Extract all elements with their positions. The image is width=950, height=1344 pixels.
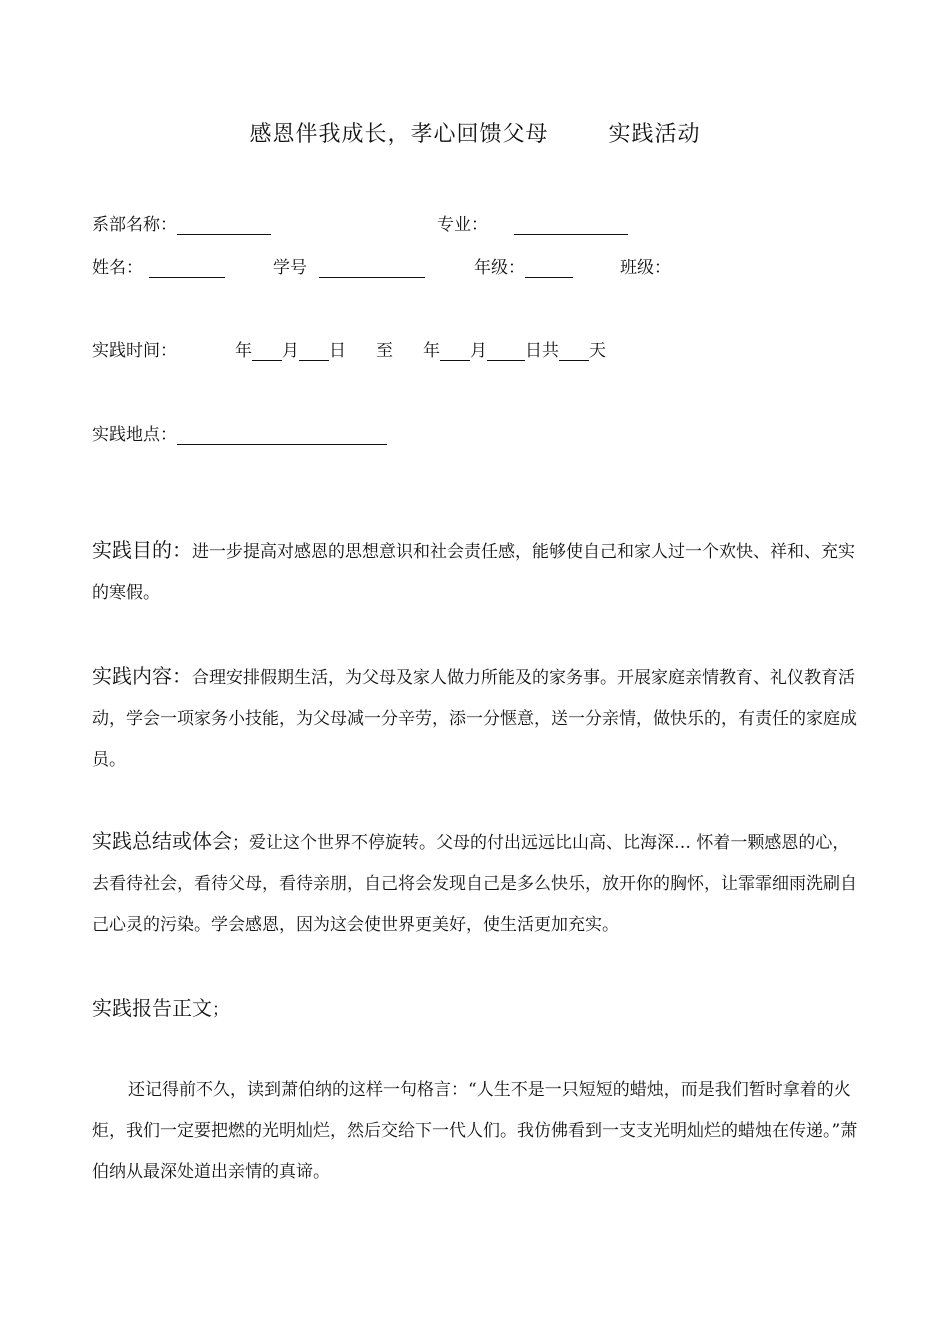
report-heading-semicolon: ； [212, 1000, 229, 1020]
total-days-blank[interactable] [559, 342, 589, 361]
end-month-label: 月 [470, 341, 487, 361]
content-section [92, 656, 862, 781]
student-no-blank[interactable] [319, 259, 425, 278]
class-label: 班级： [620, 258, 671, 278]
start-month-label: 月 [282, 341, 299, 361]
report-body: 还记得前不久，读到萧伯纳的这样一句格言：“人生不是一只短短的蜡烛，而是我们暂时拿着的火炬，我们一定要把燃的光明灿烂，然后交给下一代人们。我仿佛看到一支支光明灿烂的蜡烛在传递。”萧伯纳从最深处道出亲情的真谛。 [92, 1080, 858, 1182]
student-no-row [273, 253, 425, 278]
summary-text: ；爱让这个世界不停旋转。父母的付出远远比山高、比海深… 怀着一颗感恩的心，去看待社会，看待父母，看待亲朋，自己将会发现自己是多么快乐，放开你的胸怀，让霏霏细雨洗刷自己心灵的污染。学会感恩，因为这会使世界更美好，使生活更加充实。 [92, 833, 857, 935]
purpose-section [92, 530, 862, 614]
day-total-label: 日共 [525, 341, 559, 361]
place-blank[interactable] [177, 426, 387, 445]
time-label: 实践时间： [92, 341, 177, 361]
title-sub: 实践活动 [608, 122, 701, 147]
start-year-label: 年 [235, 341, 252, 361]
major-label: 专业： [437, 215, 488, 235]
content-heading: 实践内容： [92, 664, 192, 688]
major-blank[interactable] [514, 216, 628, 235]
class-row [620, 253, 671, 278]
end-day-blank[interactable] [487, 342, 525, 361]
end-month-blank[interactable] [440, 342, 470, 361]
major-row [437, 210, 628, 235]
dept-blank[interactable] [177, 216, 271, 235]
name-row [92, 253, 225, 278]
summary-section [92, 821, 862, 946]
to-label: 至 [376, 341, 393, 361]
purpose-text: 进一步提高对感恩的思想意识和社会责任感，能够使自己和家人过一个欢快、祥和、充实的寒假。 [92, 542, 855, 603]
dept-row [92, 210, 271, 235]
end-year-label: 年 [423, 341, 440, 361]
start-day-blank[interactable] [299, 342, 329, 361]
title-main: 感恩伴我成长，孝心回馈父母 [249, 122, 549, 147]
name-label: 姓名： [92, 258, 143, 278]
days-label: 天 [589, 341, 606, 361]
grade-row [474, 253, 573, 278]
grade-label: 年级： [474, 258, 525, 278]
student-no-label: 学号 [273, 258, 307, 278]
name-blank[interactable] [149, 259, 225, 278]
page-title [0, 117, 950, 148]
content-text: 合理安排假期生活，为父母及家人做力所能及的家务事。开展家庭亲情教育、礼仪教育活动，学会一项家务小技能，为父母减一分辛劳，添一分惬意，送一分亲情，做快乐的，有责任的家庭成员。 [92, 668, 857, 770]
start-day-label: 日 [329, 341, 346, 361]
grade-blank[interactable] [525, 259, 573, 278]
report-heading-row [92, 992, 229, 1021]
dept-label: 系部名称： [92, 215, 177, 235]
report-heading: 实践报告正文 [92, 996, 212, 1020]
purpose-heading: 实践目的： [92, 538, 192, 562]
summary-heading: 实践总结或体会 [92, 829, 232, 853]
time-row [235, 336, 606, 361]
start-month-blank[interactable] [252, 342, 282, 361]
place-row [92, 420, 387, 445]
place-label: 实践地点： [92, 425, 177, 445]
